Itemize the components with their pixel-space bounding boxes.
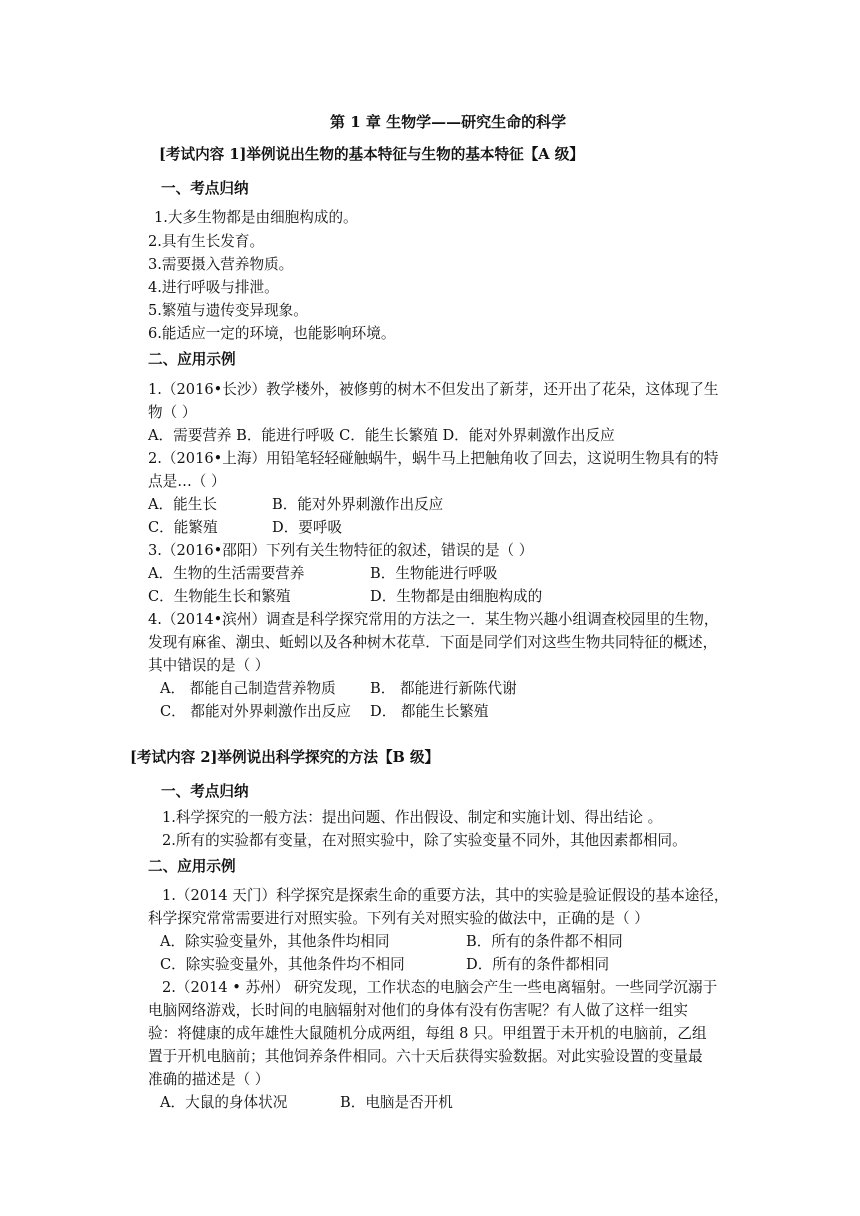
section1-kaodian-heading: 一、考点归纳 <box>161 180 249 197</box>
s2-q2-text: 验：将健康的成年雄性大鼠随机分成两组，每组 8 只。甲组置于未开机的电脑前，乙组 <box>148 1025 707 1042</box>
section1-heading: [考试内容 1]举例说出生物的基本特征与生物的基本特征【A 级】 <box>159 146 584 163</box>
s2-q2-option-a: A．大鼠的身体状况 <box>160 1094 288 1111</box>
s1-q3-option-b: B．生物能进行呼吸 <box>370 565 498 582</box>
s1-q3-text: 3.（2016•邵阳）下列有关生物特征的叙述，错误的是（ ） <box>148 542 534 559</box>
s2-q1-text: 1.（2014 天门）科学探究是探索生命的重要方法，其中的实验是验证假设的基本途径， <box>162 887 729 904</box>
section2-point: 1.科学探究的一般方法：提出问题、作出假设、制定和实施计划、得出结论 。 <box>162 809 663 826</box>
section1-point: 3.需要摄入营养物质。 <box>148 256 294 273</box>
section2-point: 2.所有的实验都有变量，在对照实验中，除了实验变量不同外，其他因素都相同。 <box>162 832 687 849</box>
s2-q2-text: 准确的描述是（ ） <box>148 1071 270 1088</box>
s1-q2-text: 点是…（ ） <box>148 473 226 490</box>
s1-q1-text: 物（ ） <box>148 404 197 421</box>
s1-q3-option-d: D．生物都是由细胞构成的 <box>370 588 543 605</box>
section1-point: 4.进行呼吸与排泄。 <box>148 279 279 296</box>
s1-q4-text: 其中错误的是（ ） <box>148 657 270 674</box>
section1-point: 2.具有生长发育。 <box>148 233 265 250</box>
section2-heading: [考试内容 2]举例说出科学探究的方法【B 级】 <box>130 749 440 766</box>
s1-q1-text: 1.（2016•长沙）教学楼外，被修剪的树木不但发出了新芽，还开出了花朵，这体现了生 <box>148 381 719 398</box>
s2-q2-text: 电脑网络游戏，长时间的电脑辐射对他们的身体有没有伤害呢？有人做了这样一组实 <box>148 1002 688 1019</box>
s2-q1-option-d: D．所有的条件都相同 <box>466 956 610 973</box>
s2-q2-option-b: B．电脑是否开机 <box>340 1094 453 1111</box>
s2-q2-text: 置于开机电脑前；其他饲养条件相同。六十天后获得实验数据。对此实验设置的变量最 <box>148 1048 703 1065</box>
s2-q1-text: 科学探究常常需要进行对照实验。下列有关对照实验的做法中，正确的是（ ） <box>148 910 649 927</box>
chapter-title: 第 1 章 生物学——研究生命的科学 <box>330 113 567 131</box>
s1-q4-option-c: C． 都能对外界刺激作出反应 <box>160 703 351 720</box>
s1-q2-option-d: D．要呼吸 <box>272 519 343 536</box>
s1-q4-option-a: A． 都能自己制造营养物质 <box>160 680 336 697</box>
section2-example-heading: 二、应用示例 <box>148 858 236 875</box>
s2-q2-text: 2.（2014 • 苏州） 研究发现，工作状态的电脑会产生一些电离辐射。一些同学沉溺于 <box>162 979 718 996</box>
s1-q4-text: 4.（2014•滨州）调查是科学探究常用的方法之一．某生物兴趣小组调查校园里的生物， <box>148 611 719 628</box>
section1-point: 5.繁殖与遗传变异现象。 <box>148 302 308 319</box>
s2-q1-option-b: B．所有的条件都不相同 <box>466 933 623 950</box>
section2-kaodian-heading: 一、考点归纳 <box>161 783 249 800</box>
section1-point: 1.大多生物都是由细胞构成的。 <box>154 209 358 226</box>
s1-q2-option-c: C．能繁殖 <box>148 519 218 536</box>
s1-q4-option-d: D． 都能生长繁殖 <box>370 703 489 720</box>
s1-q1-options: A．需要营养 B．能进行呼吸 C．能生长繁殖 D．能对外界刺激作出反应 <box>148 427 615 444</box>
s1-q4-text: 发现有麻雀、潮虫、蚯蚓以及各种树木花草．下面是同学们对这些生物共同特征的概述， <box>148 634 718 651</box>
s1-q2-text: 2.（2016•上海）用铅笔轻轻碰触蜗牛，蜗牛马上把触角收了回去，这说明生物具有的特 <box>148 450 719 467</box>
s2-q1-option-a: A．除实验变量外，其他条件均相同 <box>160 933 390 950</box>
s2-q1-option-c: C．除实验变量外，其他条件均不相同 <box>160 956 405 973</box>
s1-q2-option-a: A．能生长 <box>148 496 217 513</box>
s1-q4-option-b: B． 都能进行新陈代谢 <box>370 680 517 697</box>
section1-point: 6.能适应一定的环境，也能影响环境。 <box>148 325 396 342</box>
s1-q3-option-a: A．生物的生活需要营养 <box>148 565 305 582</box>
s1-q2-option-b: B．能对外界刺激作出反应 <box>272 496 444 513</box>
s1-q3-option-c: C．生物能生长和繁殖 <box>148 588 291 605</box>
section1-example-heading: 二、应用示例 <box>148 351 236 368</box>
